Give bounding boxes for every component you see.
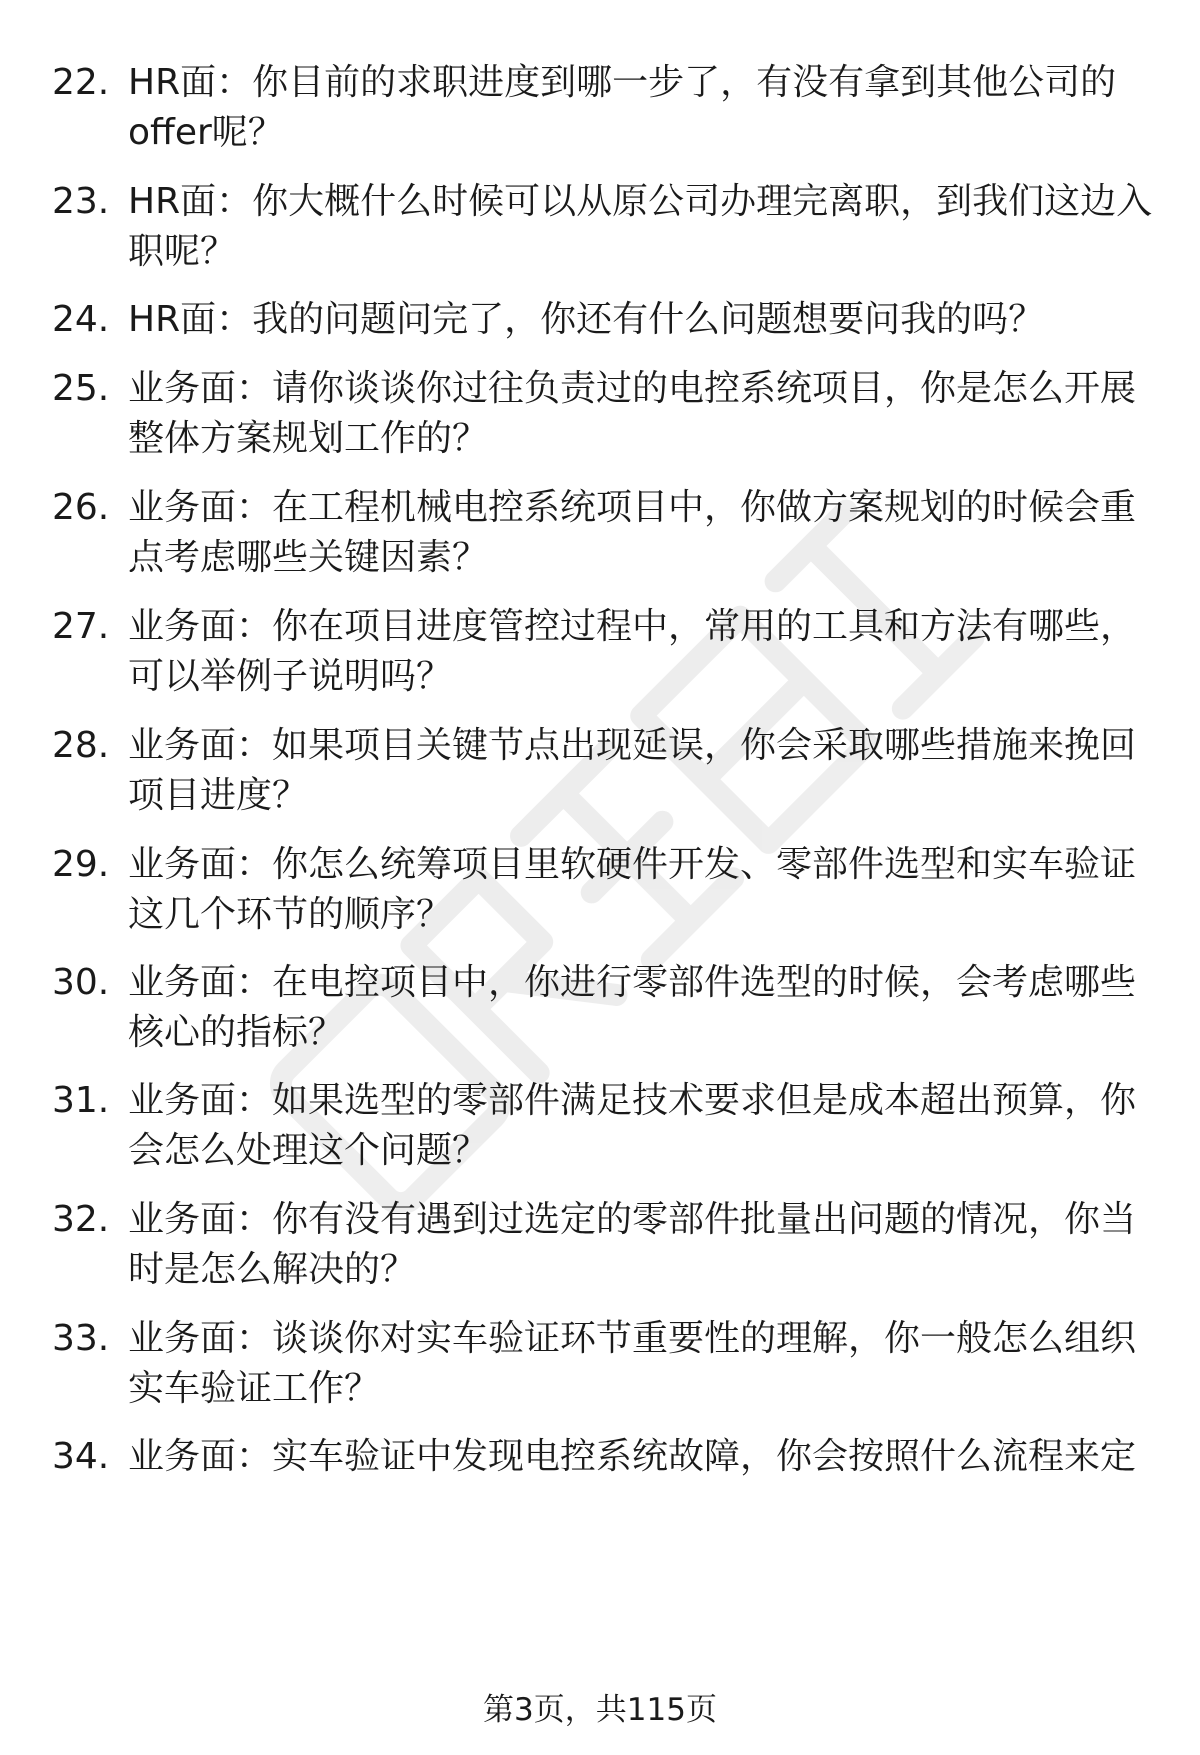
question-item bbox=[52, 1314, 1162, 1414]
question-text: 业务面：你在项目进度管控过程中，常用的工具和方法有哪些，可以举例子说明吗？ bbox=[128, 606, 1137, 697]
question-text: 业务面：在工程机械电控系统项目中，你做方案规划的时候会重点考虑哪些关键因素？ bbox=[128, 487, 1137, 578]
question-text: 业务面：如果项目关键节点出现延误，你会采取哪些措施来挽回项目进度？ bbox=[128, 725, 1137, 816]
question-item bbox=[52, 483, 1162, 583]
question-text: 业务面：如果选型的零部件满足技术要求但是成本超出预算，你会怎么处理这个问题？ bbox=[128, 1080, 1137, 1171]
question-text: HR面：你目前的求职进度到哪一步了，有没有拿到其他公司的offer呢？ bbox=[128, 62, 1117, 153]
question-text: 业务面：实车验证中发现电控系统故障，你会按照什么流程来定 bbox=[128, 1436, 1137, 1477]
question-text: HR面：你大概什么时候可以从原公司办理完离职，到我们这边入职呢？ bbox=[128, 181, 1153, 272]
question-number: 29. bbox=[52, 844, 110, 885]
question-item bbox=[52, 721, 1162, 821]
question-item bbox=[52, 840, 1162, 940]
question-number: 30. bbox=[52, 962, 110, 1003]
question-text: 业务面：你有没有遇到过选定的零部件批量出问题的情况，你当时是怎么解决的？ bbox=[128, 1199, 1137, 1290]
question-item bbox=[52, 364, 1162, 464]
question-item bbox=[52, 1432, 1162, 1482]
question-item bbox=[52, 602, 1162, 702]
question-number: 26. bbox=[52, 487, 110, 528]
question-item bbox=[52, 1076, 1162, 1176]
question-text: HR面：我的问题问完了，你还有什么问题想要问我的吗？ bbox=[128, 299, 1045, 340]
question-text: 业务面：谈谈你对实车验证环节重要性的理解，你一般怎么组织实车验证工作？ bbox=[128, 1318, 1137, 1409]
page-footer: 第3页，共115页 bbox=[483, 1692, 717, 1728]
question-number: 28. bbox=[52, 725, 110, 766]
question-item bbox=[52, 295, 1162, 345]
question-text: 业务面：请你谈谈你过往负责过的电控系统项目，你是怎么开展整体方案规划工作的？ bbox=[128, 368, 1137, 459]
question-item bbox=[52, 1195, 1162, 1295]
question-number: 27. bbox=[52, 606, 110, 647]
question-number: 32. bbox=[52, 1199, 110, 1240]
question-number: 33. bbox=[52, 1318, 110, 1359]
question-item bbox=[52, 58, 1162, 158]
question-text: 业务面：在电控项目中，你进行零部件选型的时候，会考虑哪些核心的指标？ bbox=[128, 962, 1137, 1053]
question-number: 23. bbox=[52, 181, 110, 222]
question-item bbox=[52, 958, 1162, 1058]
question-number: 25. bbox=[52, 368, 110, 409]
question-number: 22. bbox=[52, 62, 110, 103]
question-number: 31. bbox=[52, 1080, 110, 1121]
question-number: 24. bbox=[52, 299, 110, 340]
question-number: 34. bbox=[52, 1436, 110, 1477]
question-text: 业务面：你怎么统筹项目里软硬件开发、零部件选型和实车验证这几个环节的顺序？ bbox=[128, 844, 1137, 935]
question-item bbox=[52, 177, 1162, 277]
